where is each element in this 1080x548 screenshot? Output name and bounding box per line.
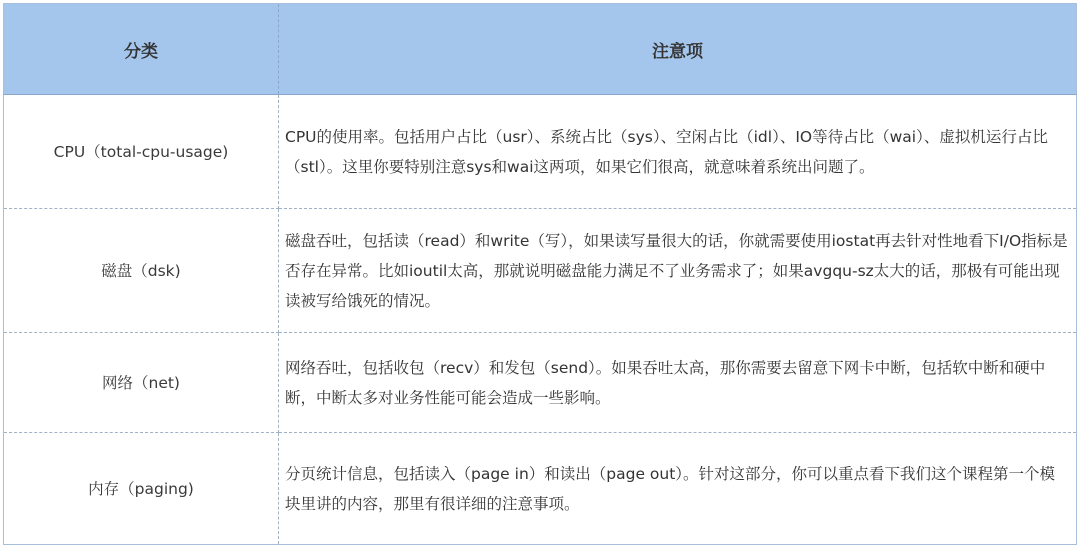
note-cell-memory: 分页统计信息，包括读入（page in）和读出（page out）。针对这部分，你可以重点看下我们这个课程第一个模块里讲的内容，那里有很详细的注意事项。 bbox=[285, 464, 1056, 513]
category-cell-cpu: CPU（total-cpu-usage) bbox=[4, 95, 279, 209]
table-row bbox=[4, 209, 1077, 333]
table-row bbox=[4, 433, 1077, 545]
table-row bbox=[4, 95, 1077, 209]
table-row bbox=[4, 333, 1077, 433]
category-cell-net: 网络（net) bbox=[4, 333, 279, 433]
header-note: 注意项 bbox=[279, 4, 1077, 95]
note-cell-net: 网络吞吐，包括收包（recv）和发包（send）。如果吞吐太高，那你需要去留意下网卡中断，包括软中断和硬中断，中断太多对业务性能可能会造成一些影响。 bbox=[279, 333, 1077, 433]
category-cell-disk: 磁盘（dsk) bbox=[4, 209, 279, 333]
note-cell-cpu: CPU的使用率。包括用户占比（usr）、系统占比（sys）、空闲占比（idl）、IO等待占比（wai）、虚拟机运行占比（stl）。这里你要特别注意sys和wai这两项，如果它们很高，就意味着系统出问题了。 bbox=[279, 95, 1077, 209]
header-row bbox=[4, 4, 1077, 95]
header-category: 分类 bbox=[4, 4, 279, 95]
category-cell-memory: 内存（paging) bbox=[4, 433, 279, 545]
note-cell-disk: 磁盘吞吐，包括读（read）和write（写），如果读写量很大的话，你就需要使用iostat再去针对性地看下I/O指标是否存在异常。比如ioutil太高，那就说明磁盘能力满足不了业务需求了；如果avgqu-sz太大的话，那极有可能出现读被写给饿死的情况。 bbox=[279, 209, 1077, 333]
notes-table bbox=[3, 3, 1077, 545]
